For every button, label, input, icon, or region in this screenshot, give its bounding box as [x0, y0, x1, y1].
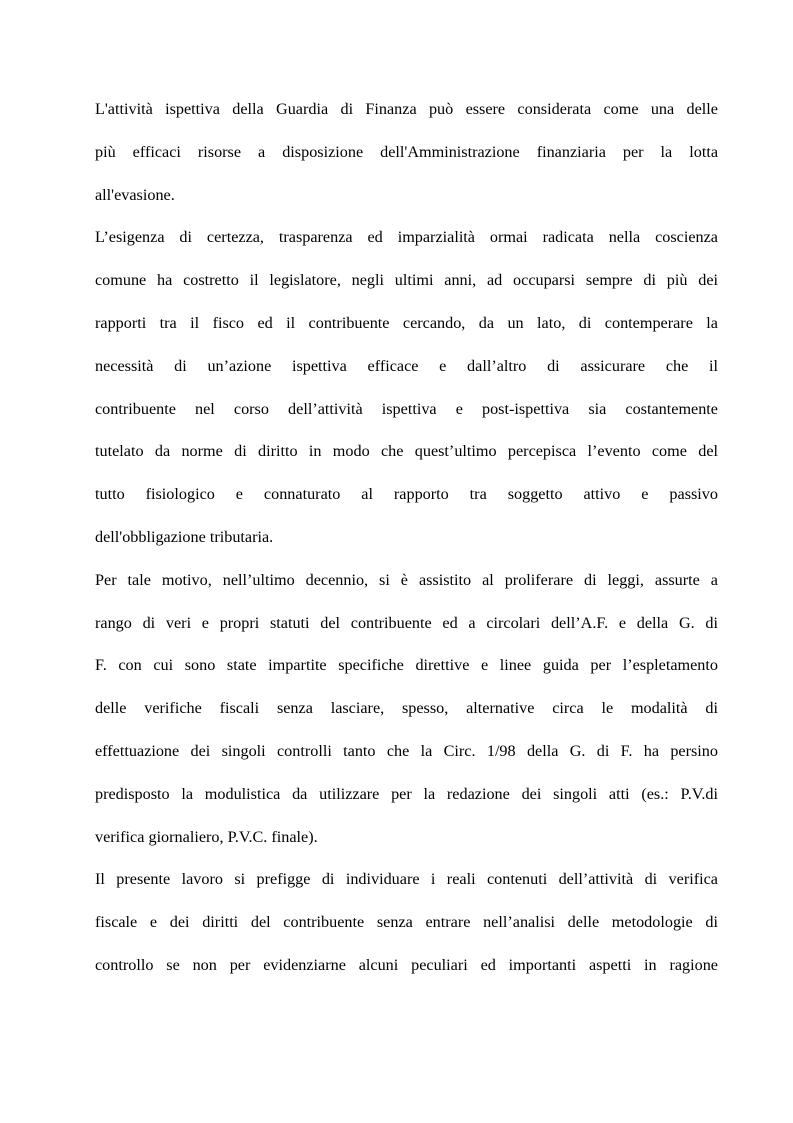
text-line: F. con cui sono state impartite specifiche direttive e linee guida per l’espletamento — [95, 656, 718, 675]
text-line: rango di veri e propri statuti del contribuente ed a circolari dell’A.F. e della G. di — [95, 613, 718, 632]
text-line: Per tale motivo, nell’ultimo decennio, si è assistito al proliferare di leggi, assurte a — [95, 570, 718, 589]
text-line: tutto fisiologico e connaturato al rapporto tra soggetto attivo e passivo — [95, 485, 718, 504]
body-text — [95, 88, 718, 987]
text-line: comune ha costretto il legislatore, negli ultimi anni, ad occuparsi sempre di più dei — [95, 271, 718, 290]
paragraph-1 — [95, 88, 718, 216]
text-line: necessità di un’azione ispettiva efficace e dall’altro di assicurare che il — [95, 356, 718, 375]
text-line: effettuazione dei singoli controlli tanto che la Circ. 1/98 della G. di F. ha persino — [95, 741, 718, 760]
text-line: contribuente nel corso dell’attività ispettiva e post-ispettiva sia costantemente — [95, 399, 718, 418]
text-line: rapporti tra il fisco ed il contribuente cercando, da un lato, di contemperare la — [95, 313, 718, 332]
text-line: all'evasione. — [95, 185, 175, 204]
text-line: fiscale e dei diritti del contribuente senza entrare nell’analisi delle metodologie di — [95, 913, 718, 932]
text-line: L’esigenza di certezza, trasparenza ed imparzialità ormai radicata nella coscienza — [95, 228, 718, 247]
paragraph-2 — [95, 216, 718, 558]
text-line: dell'obbligazione tributaria. — [95, 527, 274, 546]
text-line: L'attività ispettiva della Guardia di Finanza può essere considerata come una delle — [95, 100, 718, 118]
text-line: più efficaci risorse a disposizione dell'Amministrazione finanziaria per la lotta — [95, 142, 718, 161]
text-line: predisposto la modulistica da utilizzare per la redazione dei singoli atti (es.: P.V.di — [95, 784, 718, 803]
paragraph-4 — [95, 858, 718, 986]
text-line: delle verifiche fiscali senza lasciare, spesso, alternative circa le modalità di — [95, 699, 718, 718]
paragraph-3 — [95, 559, 718, 859]
text-line: controllo se non per evidenziarne alcuni peculiari ed importanti aspetti in ragione — [95, 955, 718, 974]
text-line: tutelato da norme di diritto in modo che quest’ultimo percepisca l’evento come del — [95, 442, 718, 461]
text-line: Il presente lavoro si prefigge di individuare i reali contenuti dell’attività di verifica — [95, 870, 718, 889]
text-line: verifica giornaliero, P.V.C. finale). — [95, 827, 318, 846]
